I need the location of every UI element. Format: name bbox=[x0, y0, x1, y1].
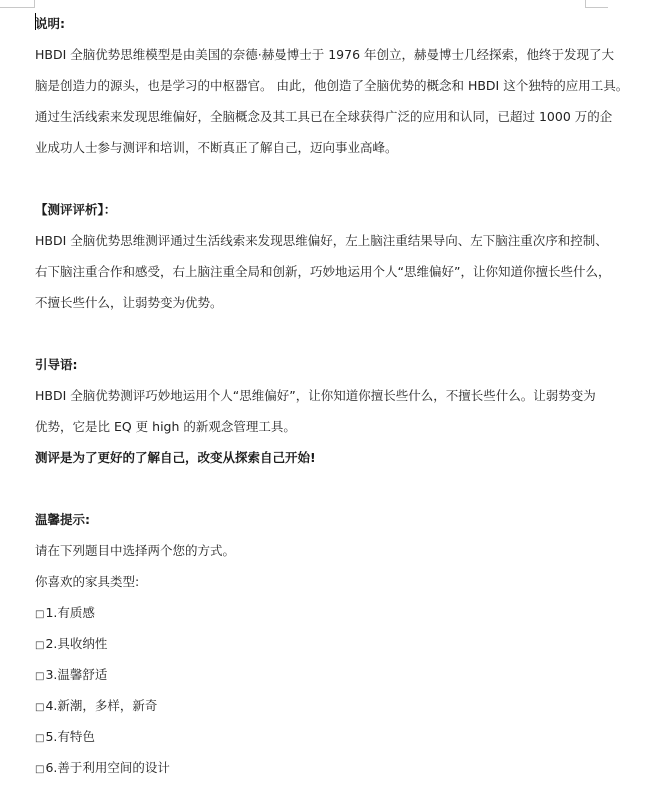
question-text: 你喜欢的家具类型: bbox=[35, 574, 140, 589]
checkbox-icon[interactable]: □ bbox=[35, 733, 45, 744]
blank-line bbox=[35, 318, 595, 349]
option-label: 4.新潮，多样，新奇 bbox=[45, 698, 158, 713]
top-right-crop-mark bbox=[585, 0, 608, 8]
tips-instruction: 请在下列题目中选择两个您的方式。 bbox=[35, 543, 236, 558]
analysis-heading: 【测评评析】： bbox=[35, 202, 117, 217]
option-item[interactable] bbox=[35, 659, 595, 690]
checkbox-icon[interactable]: □ bbox=[35, 609, 45, 620]
option-label: 5.有特色 bbox=[45, 729, 95, 744]
document-body[interactable] bbox=[35, 8, 629, 783]
option-item[interactable] bbox=[35, 628, 595, 659]
analysis-line: 不擅长些什么，让弱势变为优势。 bbox=[35, 295, 223, 310]
option-item[interactable] bbox=[35, 752, 595, 783]
checkbox-icon[interactable]: □ bbox=[35, 640, 45, 651]
option-item[interactable] bbox=[35, 597, 595, 628]
checkbox-icon[interactable]: □ bbox=[35, 702, 45, 713]
analysis-line: HBDI 全脑优势思维测评通过生活线索来发现思维偏好，左上脑注重结果导向、左下脑注重次序和控制、 bbox=[35, 233, 608, 248]
analysis-line: 右下脑注重合作和感受，右上脑注重全局和创新，巧妙地运用个人“思维偏好”，让你知道你擅长些什么， bbox=[35, 264, 611, 279]
guide-line: HBDI 全脑优势测评巧妙地运用个人“思维偏好”，让你知道你擅长些什么，不擅长些什么。让弱势变为 bbox=[35, 388, 596, 403]
guide-line: 优势，它是比 EQ 更 high 的新观念管理工具。 bbox=[35, 419, 296, 434]
option-label: 3.温馨舒适 bbox=[45, 667, 108, 682]
guide-heading: 引导语: bbox=[35, 357, 78, 372]
tips-heading: 温馨提示: bbox=[35, 512, 90, 527]
option-item[interactable] bbox=[35, 721, 595, 752]
option-item[interactable] bbox=[35, 690, 595, 721]
intro-line: 脑是创造力的源头，也是学习的中枢器官。 由此，他创造了全脑优势的概念和 HBDI 这个独特的应用工具。 bbox=[35, 78, 629, 93]
intro-line: HBDI 全脑优势思维模型是由美国的奈德·赫曼博士于 1976 年创立，赫曼博士几经探索，他终于发现了大 bbox=[35, 47, 614, 62]
blank-line bbox=[35, 163, 595, 194]
option-label: 2.具收纳性 bbox=[45, 636, 108, 651]
option-label: 1.有质感 bbox=[45, 605, 95, 620]
top-left-crop-mark bbox=[0, 0, 35, 8]
guide-emphasis: 测评是为了更好的了解自己，改变从探索自己开始! bbox=[35, 450, 316, 465]
intro-heading: 说明: bbox=[35, 16, 65, 31]
checkbox-icon[interactable]: □ bbox=[35, 671, 45, 682]
intro-line: 通过生活线索来发现思维偏好，全脑概念及其工具已在全球获得广泛的应用和认同，已超过 1000 万的企 bbox=[35, 109, 613, 124]
intro-line: 业成功人士参与测评和培训，不断真正了解自己，迈向事业高峰。 bbox=[35, 140, 398, 155]
blank-line bbox=[35, 473, 595, 504]
checkbox-icon[interactable]: □ bbox=[35, 764, 45, 775]
option-label: 6.善于利用空间的设计 bbox=[45, 760, 170, 775]
